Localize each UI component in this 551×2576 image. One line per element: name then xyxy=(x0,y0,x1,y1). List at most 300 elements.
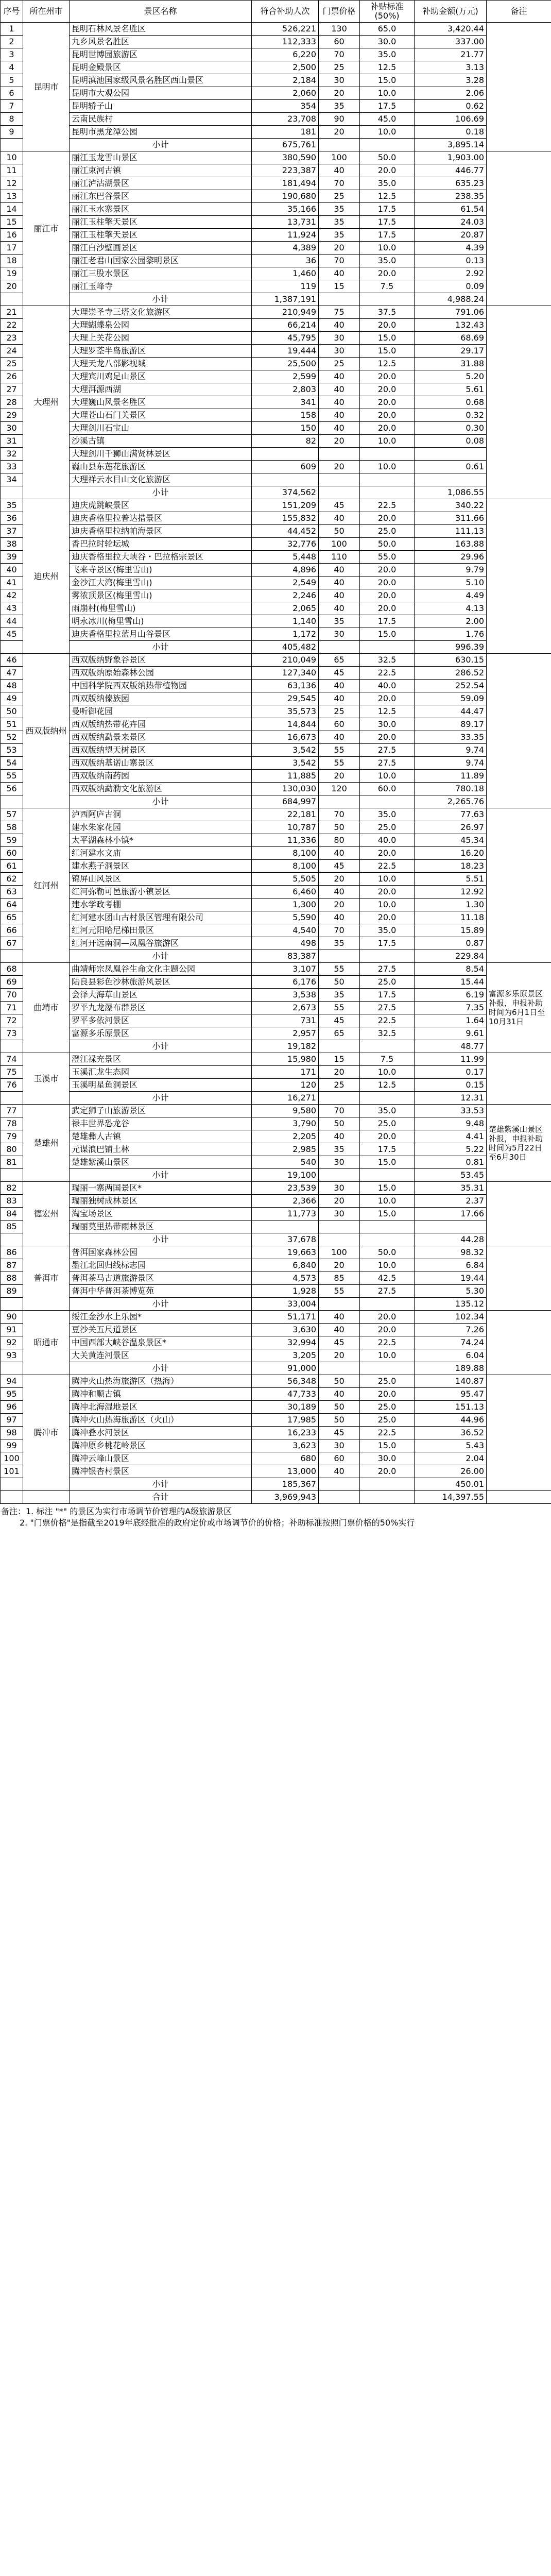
cell-seq: 48 xyxy=(1,680,23,692)
cell-amount: 0.08 xyxy=(415,435,487,448)
subtotal-people: 33,004 xyxy=(252,1298,319,1311)
cell-amount: 0.09 xyxy=(415,280,487,293)
table-row xyxy=(1,834,551,847)
cell-seq: 93 xyxy=(1,1349,23,1362)
cell-seq: 84 xyxy=(1,1208,23,1221)
cell-name: 迪庆香格里拉大峡谷・巴拉格宗景区 xyxy=(70,551,252,564)
cell-std xyxy=(360,448,415,461)
cell-price: 35 xyxy=(319,216,360,229)
table-row xyxy=(1,860,551,873)
cell-name: 红河元阳哈尼梯田景区 xyxy=(70,924,252,937)
cell-std xyxy=(360,473,415,486)
cell-people: 3,205 xyxy=(252,1349,319,1362)
cell-seq: 57 xyxy=(1,808,23,821)
table-row xyxy=(1,963,551,976)
table-row xyxy=(1,757,551,770)
footnote-1: 备注：1. 标注 "*" 的景区为实行市场调节价管理的A级旅游景区 xyxy=(1,1506,232,1516)
subtotal-row xyxy=(1,1040,551,1053)
cell-price: 45 xyxy=(319,667,360,680)
cell-people: 5,505 xyxy=(252,873,319,886)
cell-amount: 20.87 xyxy=(415,229,487,242)
cell-price: 45 xyxy=(319,1427,360,1439)
table-row xyxy=(1,1285,551,1298)
cell-std: 30.0 xyxy=(360,718,415,731)
cell-price: 50 xyxy=(319,1401,360,1414)
cell-std: 20.0 xyxy=(360,602,415,615)
subtotal-seq xyxy=(1,1092,23,1105)
cell-people: 14,844 xyxy=(252,718,319,731)
cell-std: 17.5 xyxy=(360,937,415,950)
cell-price: 55 xyxy=(319,1002,360,1014)
cell-std: 22.5 xyxy=(360,499,415,512)
subtotal-label: 小计 xyxy=(70,293,252,306)
table-row xyxy=(1,1130,551,1143)
cell-people: 130,030 xyxy=(252,783,319,795)
cell-name: 泸西阿庐古洞 xyxy=(70,808,252,821)
cell-note xyxy=(487,306,551,499)
cell-std: 12.5 xyxy=(360,190,415,203)
cell-name: 迪庆香格里拉普达措景区 xyxy=(70,512,252,525)
cell-seq: 34 xyxy=(1,473,23,486)
cell-std: 20.0 xyxy=(360,409,415,422)
cell-amount: 95.47 xyxy=(415,1388,487,1401)
cell-std: 17.5 xyxy=(360,100,415,113)
cell-std: 20.0 xyxy=(360,396,415,409)
table-row xyxy=(1,1195,551,1208)
subtotal-seq xyxy=(1,1362,23,1375)
cell-seq: 5 xyxy=(1,74,23,87)
subtotal-row xyxy=(1,1169,551,1182)
cell-people: 23,539 xyxy=(252,1182,319,1195)
cell-people: 680 xyxy=(252,1452,319,1465)
cell-amount: 630.15 xyxy=(415,654,487,667)
cell-people: 540 xyxy=(252,1156,319,1169)
cell-people: 2,500 xyxy=(252,61,319,74)
table-row xyxy=(1,358,551,370)
cell-name: 玉溪汇龙生态园 xyxy=(70,1066,252,1079)
cell-amount: 791.06 xyxy=(415,306,487,319)
cell-seq: 31 xyxy=(1,435,23,448)
cell-name: 西双版纳基诺山寨景区 xyxy=(70,757,252,770)
cell-std: 30.0 xyxy=(360,36,415,48)
cell-people: 35,573 xyxy=(252,705,319,718)
subtotal-std xyxy=(360,1169,415,1182)
cell-people xyxy=(252,1221,319,1233)
cell-amount: 5.61 xyxy=(415,383,487,396)
cell-std: 20.0 xyxy=(360,577,415,589)
cell-amount: 6.84 xyxy=(415,1259,487,1272)
cell-std: 17.5 xyxy=(360,615,415,628)
cell-price: 30 xyxy=(319,1182,360,1195)
subtotal-label: 小计 xyxy=(70,1040,252,1053)
cell-seq: 73 xyxy=(1,1027,23,1040)
cell-price: 35 xyxy=(319,203,360,216)
subtotal-price xyxy=(319,1040,360,1053)
cell-amount: 0.62 xyxy=(415,100,487,113)
cell-std: 35.0 xyxy=(360,1105,415,1117)
header-std: 补贴标准(50%) xyxy=(360,1,415,23)
cell-std: 15.0 xyxy=(360,1156,415,1169)
cell-name: 红河建水文庙 xyxy=(70,847,252,860)
cell-amount: 5.30 xyxy=(415,1285,487,1298)
cell-price: 25 xyxy=(319,1079,360,1092)
cell-name: 腾冲和顺古镇 xyxy=(70,1388,252,1401)
table-row xyxy=(1,216,551,229)
subtotal-std xyxy=(360,486,415,499)
cell-amount: 2.00 xyxy=(415,615,487,628)
cell-price: 70 xyxy=(319,808,360,821)
subtotal-std xyxy=(360,641,415,654)
cell-people: 4,389 xyxy=(252,242,319,255)
table-row xyxy=(1,886,551,899)
table-row xyxy=(1,1336,551,1349)
table-row xyxy=(1,577,551,589)
cell-amount: 11.99 xyxy=(415,1053,487,1066)
table-row xyxy=(1,873,551,886)
cell-people: 6,460 xyxy=(252,886,319,899)
cell-name: 丽江玉柱擎天景区 xyxy=(70,229,252,242)
cell-seq: 78 xyxy=(1,1117,23,1130)
cell-people: 5,448 xyxy=(252,551,319,564)
cell-name: 大理崇圣寺三塔文化旅游区 xyxy=(70,306,252,319)
cell-amount: 19.44 xyxy=(415,1272,487,1285)
cell-std: 25.0 xyxy=(360,1375,415,1388)
table-row xyxy=(1,1324,551,1336)
cell-price: 25 xyxy=(319,61,360,74)
cell-people: 151,209 xyxy=(252,499,319,512)
cell-price: 70 xyxy=(319,924,360,937)
cell-price: 65 xyxy=(319,1027,360,1040)
cell-std: 20.0 xyxy=(360,267,415,280)
cell-people: 210,949 xyxy=(252,306,319,319)
cell-people: 731 xyxy=(252,1014,319,1027)
subtotal-price xyxy=(319,1478,360,1491)
cell-price: 40 xyxy=(319,1388,360,1401)
table-row xyxy=(1,1079,551,1092)
cell-name: 昆明石林风景名胜区 xyxy=(70,23,252,36)
cell-price: 75 xyxy=(319,306,360,319)
cell-price: 40 xyxy=(319,164,360,177)
cell-amount: 0.17 xyxy=(415,1066,487,1079)
cell-price: 60 xyxy=(319,1452,360,1465)
subtotal-people: 19,182 xyxy=(252,1040,319,1053)
cell-amount: 0.18 xyxy=(415,126,487,139)
subtotal-people: 675,761 xyxy=(252,139,319,151)
subtotal-price xyxy=(319,1362,360,1375)
cell-amount: 15.44 xyxy=(415,976,487,989)
table-row xyxy=(1,422,551,435)
cell-amount: 3.28 xyxy=(415,74,487,87)
cell-seq: 33 xyxy=(1,461,23,473)
cell-seq: 19 xyxy=(1,267,23,280)
table-row xyxy=(1,409,551,422)
cell-std: 20.0 xyxy=(360,1465,415,1478)
cell-people: 11,885 xyxy=(252,770,319,783)
table-row xyxy=(1,255,551,267)
cell-name: 迪庆香格里拉蓝月山谷景区 xyxy=(70,628,252,641)
cell-people: 36 xyxy=(252,255,319,267)
cell-std: 20.0 xyxy=(360,370,415,383)
cell-people: 45,795 xyxy=(252,332,319,345)
cell-people: 16,673 xyxy=(252,731,319,744)
cell-people: 3,630 xyxy=(252,1324,319,1336)
cell-people: 2,065 xyxy=(252,602,319,615)
cell-name: 昆明市黑龙潭公园 xyxy=(70,126,252,139)
table-row xyxy=(1,899,551,911)
cell-name: 昆明金殿景区 xyxy=(70,61,252,74)
cell-seq: 32 xyxy=(1,448,23,461)
cell-seq: 53 xyxy=(1,744,23,757)
table-row xyxy=(1,319,551,332)
cell-price: 25 xyxy=(319,190,360,203)
cell-seq: 99 xyxy=(1,1439,23,1452)
cell-name: 红河建水团山古村景区管理有限公司 xyxy=(70,911,252,924)
cell-std: 15.0 xyxy=(360,345,415,358)
table-row xyxy=(1,783,551,795)
cell-std: 22.5 xyxy=(360,1014,415,1027)
cell-price: 40 xyxy=(319,409,360,422)
cell-people: 15,980 xyxy=(252,1053,319,1066)
cell-std: 15.0 xyxy=(360,332,415,345)
cell-city: 昭通市 xyxy=(23,1311,70,1375)
cell-people: 2,549 xyxy=(252,577,319,589)
cell-amount: 11.18 xyxy=(415,911,487,924)
cell-std: 20.0 xyxy=(360,1311,415,1324)
subtotal-row xyxy=(1,1478,551,1491)
cell-people: 3,623 xyxy=(252,1439,319,1452)
cell-name: 腾冲银杏村景区 xyxy=(70,1465,252,1478)
cell-seq: 1 xyxy=(1,23,23,36)
subtotal-seq xyxy=(1,1169,23,1182)
subtotal-price xyxy=(319,1092,360,1105)
cell-people: 3,107 xyxy=(252,963,319,976)
cell-people: 127,340 xyxy=(252,667,319,680)
cell-seq: 69 xyxy=(1,976,23,989)
cell-people: 8,100 xyxy=(252,860,319,873)
table-row xyxy=(1,448,551,461)
cell-price: 20 xyxy=(319,873,360,886)
cell-amount: 2.92 xyxy=(415,267,487,280)
cell-std: 15.0 xyxy=(360,1439,415,1452)
cell-amount: 17.66 xyxy=(415,1208,487,1221)
table-row xyxy=(1,911,551,924)
header-people: 符合补助人次 xyxy=(252,1,319,23)
cell-amount: 0.15 xyxy=(415,1079,487,1092)
cell-price: 100 xyxy=(319,1246,360,1259)
cell-people: 2,599 xyxy=(252,370,319,383)
cell-people xyxy=(252,448,319,461)
cell-seq: 74 xyxy=(1,1053,23,1066)
cell-amount: 29.96 xyxy=(415,551,487,564)
cell-seq: 63 xyxy=(1,886,23,899)
cell-people: 56,348 xyxy=(252,1375,319,1388)
cell-price: 40 xyxy=(319,602,360,615)
cell-price: 20 xyxy=(319,242,360,255)
header-row xyxy=(1,1,551,23)
cell-people: 13,000 xyxy=(252,1465,319,1478)
cell-price: 35 xyxy=(319,229,360,242)
subtotal-amount: 1,086.55 xyxy=(415,486,487,499)
table-row xyxy=(1,499,551,512)
cell-std: 50.0 xyxy=(360,538,415,551)
cell-seq: 40 xyxy=(1,564,23,577)
table-row xyxy=(1,654,551,667)
cell-std: 17.5 xyxy=(360,216,415,229)
cell-name: 玉溪明星鱼洞景区 xyxy=(70,1079,252,1092)
cell-seq: 87 xyxy=(1,1259,23,1272)
cell-price: 30 xyxy=(319,1439,360,1452)
cell-seq: 38 xyxy=(1,538,23,551)
table-row xyxy=(1,589,551,602)
cell-seq: 30 xyxy=(1,422,23,435)
cell-seq: 58 xyxy=(1,821,23,834)
table-row xyxy=(1,1002,551,1014)
cell-price: 50 xyxy=(319,1414,360,1427)
cell-std: 20.0 xyxy=(360,589,415,602)
cell-name: 西双版纳傣族园 xyxy=(70,692,252,705)
cell-people: 2,205 xyxy=(252,1130,319,1143)
cell-name: 西双版纳热带花卉园 xyxy=(70,718,252,731)
table-row xyxy=(1,1311,551,1324)
cell-note xyxy=(487,654,551,808)
cell-amount: 9.48 xyxy=(415,1117,487,1130)
cell-amount: 15.89 xyxy=(415,924,487,937)
table-row xyxy=(1,525,551,538)
subtotal-price xyxy=(319,641,360,654)
cell-seq: 6 xyxy=(1,87,23,100)
cell-price: 30 xyxy=(319,1208,360,1221)
subtotal-amount: 44.28 xyxy=(415,1233,487,1246)
table-row xyxy=(1,680,551,692)
table-row xyxy=(1,551,551,564)
cell-amount: 446.77 xyxy=(415,164,487,177)
cell-seq: 23 xyxy=(1,332,23,345)
cell-name: 元谋浪巴铺土林 xyxy=(70,1143,252,1156)
cell-people: 4,896 xyxy=(252,564,319,577)
cell-people: 223,387 xyxy=(252,164,319,177)
subtotal-std xyxy=(360,139,415,151)
cell-amount: 59.09 xyxy=(415,692,487,705)
cell-std: 32.5 xyxy=(360,654,415,667)
footnote-2: 2. "门票价格"是指截至2019年底经批准的政府定价或市场调节价的价格；补助标准按照门票价格的50%实行 xyxy=(20,1518,415,1528)
cell-std: 10.0 xyxy=(360,1259,415,1272)
total-people: 3,969,943 xyxy=(252,1491,319,1504)
subtotal-row xyxy=(1,486,551,499)
cell-people: 2,246 xyxy=(252,589,319,602)
cell-name: 豆沙关五尺道景区 xyxy=(70,1324,252,1336)
cell-std: 35.0 xyxy=(360,177,415,190)
cell-city: 腾冲市 xyxy=(23,1375,70,1491)
subtotal-row xyxy=(1,795,551,808)
cell-name: 丽江玉水寨景区 xyxy=(70,203,252,216)
table-row xyxy=(1,36,551,48)
cell-name: 大理苍山石门关景区 xyxy=(70,409,252,422)
cell-name: 腾冲火山热海旅游区（热海） xyxy=(70,1375,252,1388)
table-row xyxy=(1,1349,551,1362)
cell-people: 380,590 xyxy=(252,151,319,164)
subtotal-people: 16,271 xyxy=(252,1092,319,1105)
cell-amount: 4.39 xyxy=(415,242,487,255)
cell-price: 20 xyxy=(319,126,360,139)
table-row xyxy=(1,229,551,242)
cell-name: 建水朱家花园 xyxy=(70,821,252,834)
subtotal-people: 684,997 xyxy=(252,795,319,808)
cell-people: 119 xyxy=(252,280,319,293)
cell-amount: 68.69 xyxy=(415,332,487,345)
cell-std: 12.5 xyxy=(360,1079,415,1092)
total-seq xyxy=(1,1491,23,1504)
cell-price: 20 xyxy=(319,1259,360,1272)
cell-std: 12.5 xyxy=(360,705,415,718)
cell-price: 35 xyxy=(319,100,360,113)
cell-amount: 44.96 xyxy=(415,1414,487,1427)
cell-people: 150 xyxy=(252,422,319,435)
cell-std: 10.0 xyxy=(360,242,415,255)
cell-seq: 27 xyxy=(1,383,23,396)
cell-people: 181 xyxy=(252,126,319,139)
cell-name: 雨崩村(梅里雪山) xyxy=(70,602,252,615)
cell-std: 40.0 xyxy=(360,834,415,847)
cell-amount: 1.64 xyxy=(415,1014,487,1027)
cell-people: 82 xyxy=(252,435,319,448)
cell-amount: 4.13 xyxy=(415,602,487,615)
cell-seq: 94 xyxy=(1,1375,23,1388)
cell-price: 90 xyxy=(319,113,360,126)
cell-price: 40 xyxy=(319,847,360,860)
cell-price: 20 xyxy=(319,1066,360,1079)
cell-price: 35 xyxy=(319,989,360,1002)
cell-amount: 106.69 xyxy=(415,113,487,126)
cell-amount: 8.54 xyxy=(415,963,487,976)
table-row xyxy=(1,1143,551,1156)
table-row xyxy=(1,821,551,834)
cell-amount: 311.66 xyxy=(415,512,487,525)
subtotal-std xyxy=(360,1233,415,1246)
cell-seq: 88 xyxy=(1,1272,23,1285)
cell-seq: 89 xyxy=(1,1285,23,1298)
cell-amount: 163.88 xyxy=(415,538,487,551)
cell-std: 17.5 xyxy=(360,989,415,1002)
subtotal-row xyxy=(1,1362,551,1375)
cell-price: 70 xyxy=(319,1105,360,1117)
table-row xyxy=(1,705,551,718)
cell-seq: 65 xyxy=(1,911,23,924)
cell-seq: 81 xyxy=(1,1156,23,1169)
cell-std: 25.0 xyxy=(360,1401,415,1414)
cell-std: 20.0 xyxy=(360,692,415,705)
cell-seq: 49 xyxy=(1,692,23,705)
total-label: 合计 xyxy=(70,1491,252,1504)
cell-amount: 132.43 xyxy=(415,319,487,332)
cell-name: 锦屏山风景区 xyxy=(70,873,252,886)
cell-note xyxy=(487,499,551,654)
cell-people: 3,542 xyxy=(252,744,319,757)
cell-std: 35.0 xyxy=(360,808,415,821)
cell-name: 淘宝场景区 xyxy=(70,1208,252,1221)
cell-seq: 77 xyxy=(1,1105,23,1117)
cell-name: 腾冲火山热海旅游区（火山） xyxy=(70,1414,252,1427)
cell-note: 楚雄紫溪山景区补报，申报补助时间为5月22日至6月30日 xyxy=(487,1105,551,1182)
cell-price: 40 xyxy=(319,370,360,383)
cell-note xyxy=(487,808,551,963)
cell-std: 25.0 xyxy=(360,976,415,989)
cell-name: 大理蝴蝶泉公园 xyxy=(70,319,252,332)
cell-amount: 7.35 xyxy=(415,1002,487,1014)
table-row xyxy=(1,615,551,628)
table-row xyxy=(1,1208,551,1221)
cell-price xyxy=(319,1221,360,1233)
table-row xyxy=(1,370,551,383)
